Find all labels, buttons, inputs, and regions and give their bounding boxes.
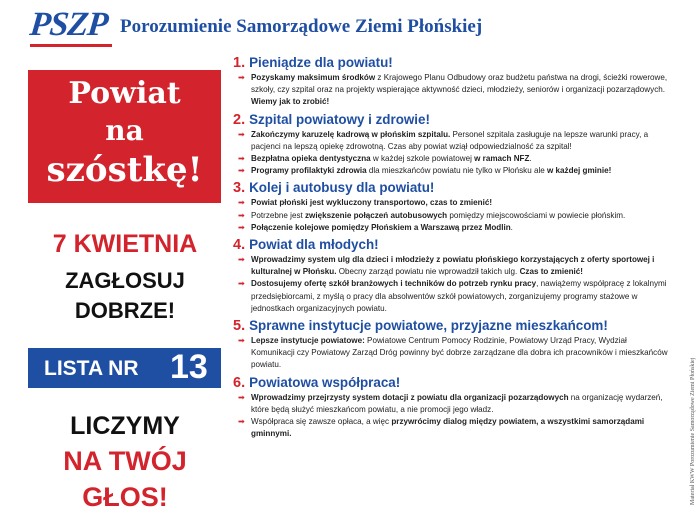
body-text: na organizację wydarzeń, które będą służyć mieszkańcom powiatu, a nie promocji jego władz. (251, 392, 663, 414)
count-line-3: GŁOS! (82, 482, 168, 512)
bold-text: Wprowadzimy przejrzysty system dotacji z powiatu dla organizacji pozarządowych (251, 392, 569, 402)
bullet-item (233, 254, 670, 278)
section-number: 2. (233, 111, 250, 128)
body-text: z Krajowego Planu Odbudowy oraz budżetu państwa na drogi, ścieżki rowerowe, szkoły, czy szpital oraz na projekty wspierające aktywność dzieci, młodzieży, seniorów i organizacji pozarządowych. (251, 73, 668, 95)
bold-text: Pozyskamy maksimum środków (251, 73, 376, 82)
section-title (233, 111, 670, 129)
count-line-1: LICZYMY (70, 412, 180, 440)
bold-text: Lepsze instytucje powiatowe: (251, 336, 365, 346)
section-title (233, 374, 670, 392)
logo-underline (30, 44, 112, 47)
bullet-item (233, 278, 670, 315)
bold-text: Wprowadzimy system ulg dla dzieci i młodzieży z powiatu płońskiego korzystających z oferty sportowej i kulturalnej w Płońsku. (251, 255, 655, 277)
bold-text: Dostosujemy ofertę szkół branżowych i techników do potrzeb rynku pracy (251, 279, 537, 289)
bold-text: w ramach NFZ (474, 154, 530, 164)
bold-text: Wiemy jak to zrobić! (251, 97, 330, 107)
arrow-right-icon: ➡ (238, 279, 245, 289)
bold-text: w każdej gminie! (547, 166, 612, 176)
section-title (233, 54, 670, 72)
list-number-box (28, 348, 221, 388)
body-text: Potrzebne jest (251, 210, 305, 220)
bullet-item (233, 210, 670, 222)
arrow-right-icon: ➡ (238, 392, 245, 402)
section-1 (233, 54, 670, 109)
body-text: Współpraca się zawsze opłaca, a więc (251, 417, 392, 427)
body-text: Obecny zarząd powiatu nie wprowadził takich ulg. (336, 267, 520, 277)
bold-text: Połączenie kolejowe pomiędzy Płońskiem a Warszawą przez Modlin (251, 222, 511, 232)
arrow-right-icon: ➡ (238, 154, 245, 164)
program-sections (233, 52, 670, 440)
arrow-right-icon: ➡ (238, 417, 245, 427)
body-text: Personel szpitala zasługuje na lepsze warunki pracy, a pacjenci na lepszą opiekę zdrowotną. Czas aby powiat wziął odpowiedzialność za szpital! (251, 129, 649, 151)
bullet-item (233, 129, 670, 153)
arrow-right-icon: ➡ (238, 73, 245, 82)
list-number: 13 (170, 348, 208, 386)
bold-text: zwiększenie połączeń autobusowych (305, 210, 448, 220)
arrow-right-icon: ➡ (238, 222, 245, 232)
section-number: 1. (233, 55, 250, 71)
section-3 (233, 179, 670, 234)
section-number: 4. (233, 237, 250, 254)
section-title-text: Pieniądze dla powiatu! (249, 55, 393, 70)
arrow-right-icon: ➡ (238, 166, 245, 176)
arrow-right-icon: ➡ (238, 129, 245, 139)
bold-text: przywrócimy dialog między powiatem, a wszystkimi samorządami gminnymi. (251, 417, 645, 439)
header (0, 0, 700, 52)
bold-text: Powiat płoński jest wykluczony transportowo, czas to zmienić! (251, 198, 493, 208)
section-title-text: Szpital powiatowy i zdrowie! (249, 111, 430, 127)
count-line-2: NA TWÓJ (63, 446, 187, 476)
bullet-item (233, 392, 670, 416)
slogan-box (28, 70, 221, 203)
arrow-right-icon: ➡ (238, 336, 245, 346)
bullet-item (233, 197, 670, 209)
body-text: w każdej szkole powiatowej (370, 154, 475, 164)
section-4 (233, 236, 670, 315)
vertical-note: Materiał KWW Porozumienie Samorządowe Ziemi Płońskiej (690, 357, 696, 505)
section-6 (233, 374, 670, 441)
arrow-right-icon: ➡ (238, 255, 245, 265)
bullet-item (233, 72, 670, 109)
bullet-item (233, 222, 670, 234)
section-5 (233, 317, 670, 372)
bold-text: Programy profilaktyki zdrowia (251, 166, 367, 176)
arrow-right-icon: ➡ (238, 198, 245, 208)
bold-text: Bezpłatna opieka dentystyczna (251, 154, 371, 164)
section-title (233, 236, 670, 254)
section-title (233, 317, 670, 335)
bullet-item (233, 153, 670, 165)
section-title-text: Powiatowa współpraca! (249, 374, 401, 390)
body-text: Powiatowe Centrum Pomocy Rodzinie, Powiatowy Urząd Pracy, Wydział Komunikacji czy Powiatowy Zarząd Dróg powinny być dobrze zarządzane dla dobra ich pracowników i mieszkańców powiatu. (251, 336, 668, 370)
section-title (233, 179, 670, 197)
bold-text: Czas to zmienić! (519, 267, 583, 277)
election-date: 7 KWIETNIA (52, 230, 198, 258)
bold-text: Zakończymy karuzelę kadrową w płońskim szpitalu. (251, 129, 451, 139)
bullet-item (233, 165, 670, 177)
vote-line-1: ZAGŁOSUJ (65, 268, 185, 293)
section-number: 3. (233, 180, 250, 197)
section-number: 6. (233, 374, 250, 391)
logo: PSZP (28, 6, 110, 43)
section-2 (233, 111, 670, 178)
org-name: Porozumienie Samorządowe Ziemi Płońskiej (120, 16, 483, 37)
body-text: . (529, 154, 532, 164)
section-number: 5. (233, 318, 250, 335)
list-label: LISTA NR (44, 357, 139, 380)
bullet-item (233, 416, 670, 440)
vote-line-2: DOBRZE! (74, 298, 176, 323)
slogan-line-1: Powiat (68, 76, 181, 111)
body-text: . (510, 222, 513, 232)
body-text: pomiędzy miejscowościami w powiecie płońskim. (447, 210, 626, 220)
section-title-text: Sprawne instytucje powiatowe, przyjazne mieszkańcom! (249, 318, 608, 334)
arrow-right-icon: ➡ (238, 210, 245, 220)
slogan-line-3: szóstkę! (46, 150, 203, 190)
body-text: , nawiążemy współpracę z lokalnymi przedsiębiorcami, z myślą o pracy dla absolwentów szkół powiatowych, zorganizujemy programy stażowe w jednostkach organizacyjnych powiatu. (251, 279, 667, 313)
bullet-item (233, 335, 670, 372)
slogan-line-2: na (105, 114, 144, 147)
section-title-text: Kolej i autobusy dla powiatu! (249, 180, 435, 196)
section-title-text: Powiat dla młodych! (249, 237, 379, 253)
body-text: dla mieszkańców powiatu nie tylko w Płońsku ale (366, 166, 547, 176)
